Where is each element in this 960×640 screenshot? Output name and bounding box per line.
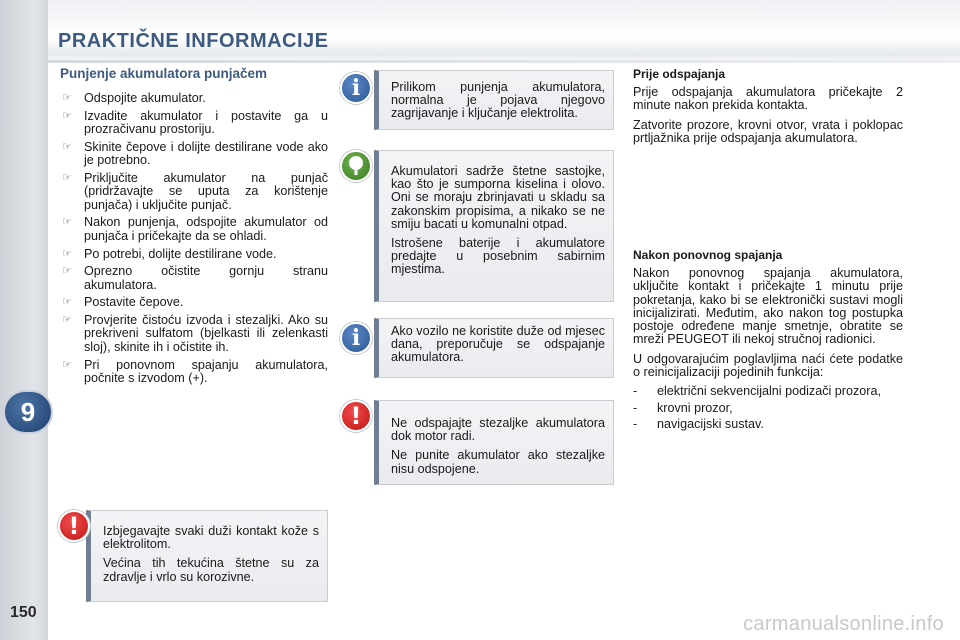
- hand-pointer-icon: ☞: [62, 216, 72, 229]
- watermark: carmanualsonline.info: [743, 613, 944, 635]
- warning-text: Većina tih tekućina štetne su za zdravlje i vrlo su korozivne.: [103, 556, 319, 584]
- list-item: - krovni prozor,: [633, 400, 733, 415]
- list-item: - navigacijski sustav.: [633, 416, 764, 431]
- info-box-charging: [374, 70, 614, 130]
- hand-pointer-icon: ☞: [62, 296, 72, 309]
- before-disconnect-section: [633, 67, 903, 151]
- hand-pointer-icon: ☞: [62, 314, 72, 327]
- hand-pointer-icon: ☞: [62, 171, 72, 184]
- list-item: ☞ Oprezno očistite gornju stranu akumulatora.: [62, 264, 328, 292]
- eco-box: [374, 150, 614, 302]
- list-item: ☞ Pri ponovnom spajanju akumulatora, počnite s izvodom (+).: [62, 357, 328, 385]
- hand-pointer-icon: ☞: [62, 247, 72, 260]
- section-title-charging: Punjenje akumulatora punjačem: [60, 66, 268, 81]
- page-title: PRAKTIČNE INFORMACIJE: [58, 30, 329, 52]
- hand-pointer-icon: ☞: [62, 265, 72, 278]
- list-item: - električni sekvencijalni podizači prozora,: [633, 384, 881, 399]
- warning-icon: !: [340, 400, 372, 432]
- left-margin-strip: [0, 0, 48, 640]
- hand-pointer-icon: ☞: [62, 109, 72, 122]
- info-text: Prilikom punjenja akumulatora, normalna je pojava njegovo zagrijavanje i ključanje elektrolita.: [391, 80, 605, 121]
- hand-pointer-icon: ☞: [62, 140, 72, 153]
- header-divider: [48, 60, 960, 63]
- info-box-storage: [374, 318, 614, 378]
- functions-list: [633, 385, 903, 431]
- list-item: ☞ Po potrebi, dolijte destilirane vode.: [62, 246, 277, 261]
- list-item: ☞ Provjerite čistoću izvoda i stezaljki. Ako su prekriveni sulfatom (bjelkasti ili zelenkasti sloj), skinite ih i očistite ih.: [62, 313, 328, 354]
- warning-icon: !: [58, 510, 90, 542]
- paragraph: Zatvorite prozore, krovni otvor, vrata i poklopac prtljažnika prije odspajanja akumulatora.: [633, 117, 903, 145]
- list-item: ☞ Izvadite akumulator i postavite ga u prozračivanu prostoriju.: [62, 108, 328, 137]
- info-icon: i: [340, 322, 372, 354]
- warning-text: Izbjegavajte svaki duži kontakt kože s elektrolitom.: [103, 524, 319, 552]
- page-number: 150: [10, 604, 37, 621]
- warning-text: Ne punite akumulator ako stezaljke nisu odspojene.: [391, 448, 605, 476]
- warning-text: Ne odspajajte stezaljke akumulatora dok motor radi.: [391, 416, 605, 444]
- charging-steps-list: [60, 92, 328, 390]
- paragraph: U odgovarajućim poglavljima naći ćete podatke o reinicijalizaciji pojedinih funkcija:: [633, 351, 903, 380]
- chapter-number: 9: [20, 396, 36, 427]
- chapter-badge: [3, 390, 53, 434]
- list-item: ☞ Odspojite akumulator.: [62, 91, 206, 105]
- hand-pointer-icon: ☞: [62, 358, 72, 371]
- tree-icon: [340, 150, 372, 182]
- warning-box-clamps: [374, 400, 614, 485]
- list-item: ☞ Priključite akumulator na punjač (pridržavajte se uputa za korištenje punjača) i uključite punjač.: [62, 170, 328, 212]
- paragraph: Prije odspajanja akumulatora pričekajte 2 minute nakon prekida kontakta.: [633, 85, 903, 113]
- eco-text: Istrošene baterije i akumulatore predajte u posebnim sabirnim mjestima.: [391, 236, 605, 277]
- list-item: ☞ Skinite čepove i dolijte destilirane vode ako je potrebno.: [62, 139, 328, 168]
- eco-text: Akumulatori sadrže štetne sastojke, kao što je sumporna kiselina i olovo. Oni se moraju zbrinjavati u skladu sa zakonskim propisima, a nikako se ne smiju bacati u komunalni otpad.: [391, 164, 605, 231]
- list-item: ☞ Postavite čepove.: [62, 295, 184, 310]
- electrolyte-warning-box: [86, 510, 328, 602]
- section-title-before: Prije odspajanja: [633, 67, 726, 81]
- hand-pointer-icon: ☞: [62, 92, 72, 104]
- paragraph: Nakon ponovnog spajanja akumulatora, uključite kontakt i pričekajte 1 minutu prije pokretanja, kako bi se elektronički sustavi mogli inicijalizirati. Međutim, ako nakon tog postupka postoje određene manje smetnje, obratite se mreži PEUGEOT ili nekoj stručnoj radionici.: [633, 266, 903, 347]
- info-icon: i: [340, 72, 372, 104]
- list-item: ☞ Nakon punjenja, odspojite akumulator od punjača i pričekajte da se ohladi.: [62, 215, 328, 243]
- section-title-after: Nakon ponovnog spajanja: [633, 248, 783, 262]
- after-reconnect-section: [633, 248, 903, 434]
- info-text: Ako vozilo ne koristite duže od mjesec dana, preporučuje se odspajanje akumulatora.: [391, 324, 605, 365]
